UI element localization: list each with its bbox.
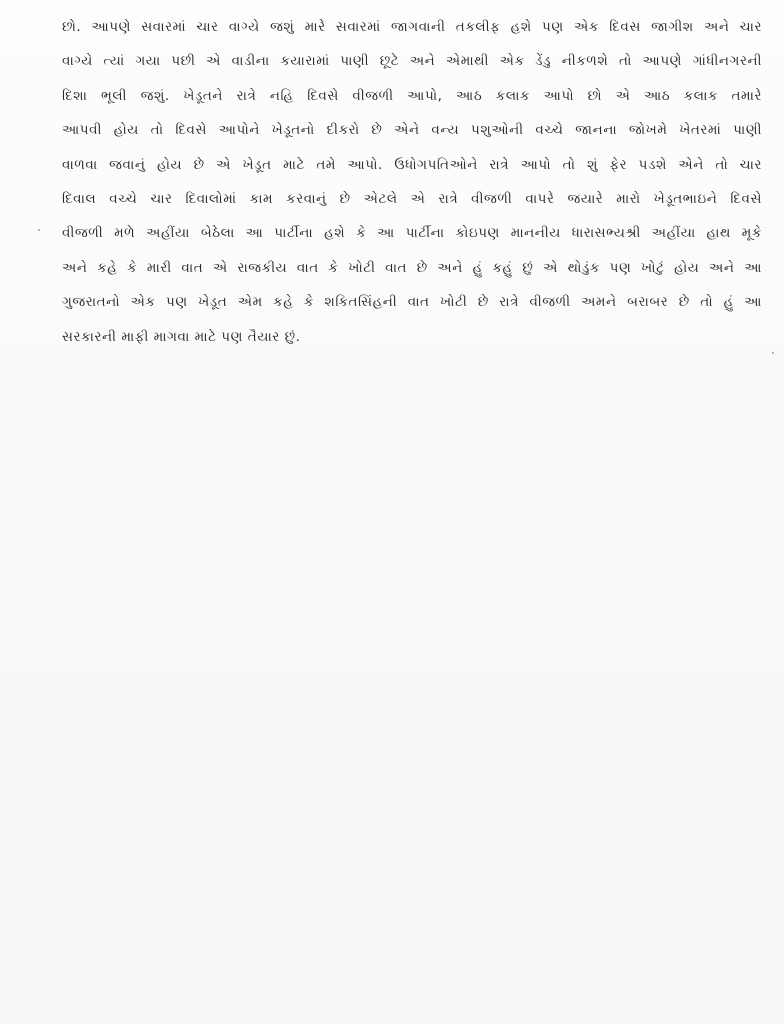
text-line-10: સરકારની માફી માગવા માટે પણ તૈયાર છું. — [62, 328, 301, 345]
text-line-2: વાગ્યે ત્યાં ગયા પછી એ વાડીના કયારામાં પાણી છૂટે અને એમાથી એક ડેંડુ નીકળશે તો આપણે ગાંધીનગરની — [62, 53, 762, 70]
text-line-4: આપવી હોય તો દિવસે આપોને ખેડૂતનો દીકરો છે એને વન્ય પશુઓની વચ્ચે જાનના જોખમે ખેતરમાં પાણી — [62, 122, 762, 139]
text-line-8: અને કહે કે મારી વાત એ રાજકીય વાત કે ખોટી વાત છે અને હું કહું છું એ થોડુંક પણ ખોટું હોય અને આ — [62, 259, 762, 276]
scan-speck — [772, 352, 774, 354]
text-line-9: ગુજરાતનો એક પણ ખેડૂત એમ કહે કે શકિતસિંહની વાત ખોટી છે રાત્રે વીજળી અમને બરાબર છે તો હું આ — [62, 294, 762, 311]
scan-speck — [38, 229, 40, 231]
text-line-6: દિવાલ વચ્ચે ચાર દિવાલોમાં કામ કરવાનું છે એટલે એ રાત્રે વીજળી વાપરે જયારે મારો ખેડૂતભાઇને દિવસે — [62, 190, 762, 207]
text-line-7: વીજળી મળે અહીંયા બેઠેલા આ પાર્ટીના હશે કે આ પાર્ટીના કોઇપણ માનનીય ધારાસભ્યશ્રી અહીંયા હાથ મૂકે — [62, 225, 762, 242]
text-line-1: છો. આપણે સવારમાં ચાર વાગ્યે જશું મારે સવારમાં જાગવાની તકલીફ હશે પણ એક દિવસ જાગીશ અને ચાર — [62, 19, 762, 35]
text-line-5: વાળવા જવાનું હોય છે એ ખેડૂત માટે તમે આપો. ઉધોગપતિઓને રાત્રે આપો તો શું ફેર પડશે એને તો ચાર — [62, 156, 762, 173]
document-body — [62, 10, 762, 354]
text-line-3: દિશા ભૂલી જશું. ખેડૂતને રાત્રે નહિ દિવસે વીજળી આપો, આઠ કલાક આપો છો એ આઠ કલાક તમારે — [62, 87, 762, 104]
